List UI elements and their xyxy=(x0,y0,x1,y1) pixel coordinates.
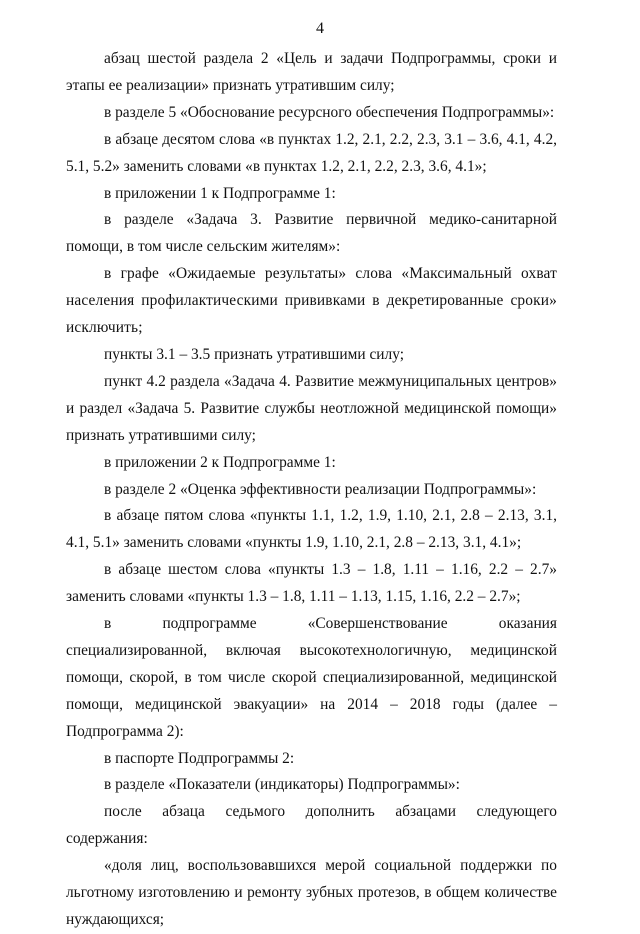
paragraph-4: в приложении 1 к Подпрограмме 1: xyxy=(104,184,336,202)
paragraph-6: в графе «Ожидаемые результаты» слова «Максимальный охват населения профилактическими прививками в декретированные сроки» исключить; xyxy=(66,265,557,337)
paragraph-2: в разделе 5 «Обоснование ресурсного обеспечения Подпрограммы»: xyxy=(104,103,555,121)
paragraph-15: в разделе «Показатели (индикаторы) Подпрограммы»: xyxy=(104,776,460,794)
paragraph-16: после абзаца седьмого дополнить абзацами следующего содержания: xyxy=(66,803,557,848)
paragraph-9: в приложении 2 к Подпрограмме 1: xyxy=(104,453,336,471)
paragraph-13: в подпрограмме «Совершенствование оказания специализированной, включая высокотехнологичную, медицинской помощи, скорой, в том числе скорой специализированной, медицинской помощи, медицинской эвакуации» на 2014 – 2018 годы (далее – Подпрограмма 2): xyxy=(66,615,557,740)
paragraph-10: в разделе 2 «Оценка эффективности реализации Подпрограммы»: xyxy=(104,480,537,498)
page-number: 4 xyxy=(316,20,324,37)
paragraph-14: в паспорте Подпрограммы 2: xyxy=(104,749,295,767)
paragraph-8: пункт 4.2 раздела «Задача 4. Развитие межмуниципальных центров» и раздел «Задача 5. Развитие службы неотложной медицинской помощи» признать утратившими силу; xyxy=(66,372,557,444)
paragraph-3: в абзаце десятом слова «в пунктах 1.2, 2.1, 2.2, 2.3, 3.1 – 3.6, 4.1, 4.2, 5.1, 5.2» заменить словами «в пунктах 1.2, 2.1, 2.2, 2.3, 3.6, 4.1»; xyxy=(66,130,557,175)
document-body xyxy=(66,46,557,934)
paragraph-11: в абзаце пятом слова «пункты 1.1, 1.2, 1.9, 1.10, 2.1, 2.8 – 2.13, 3.1, 4.1, 5.1» заменить словами «пункты 1.9, 1.10, 2.1, 2.8 – 2.13, 3.1, 4.1»; xyxy=(66,507,557,552)
paragraph-7: пункты 3.1 – 3.5 признать утратившими силу; xyxy=(104,345,404,363)
paragraph-5: в разделе «Задача 3. Развитие первичной медико-санитарной помощи, в том числе сельским жителям»: xyxy=(66,211,557,256)
paragraph-17: «доля лиц, воспользовавшихся мерой социальной поддержки по льготному изготовлению и ремонту зубных протезов, в общем количестве нуждающихся; xyxy=(66,857,557,928)
paragraph-12: в абзаце шестом слова «пункты 1.3 – 1.8, 1.11 – 1.16, 2.2 – 2.7» заменить словами «пункты 1.3 – 1.8, 1.11 – 1.13, 1.15, 1.16, 2.2 – 2.7»; xyxy=(66,561,557,606)
paragraph-1: абзац шестой раздела 2 «Цель и задачи Подпрограммы, сроки и этапы ее реализации» признать утратившим силу; xyxy=(66,50,557,94)
